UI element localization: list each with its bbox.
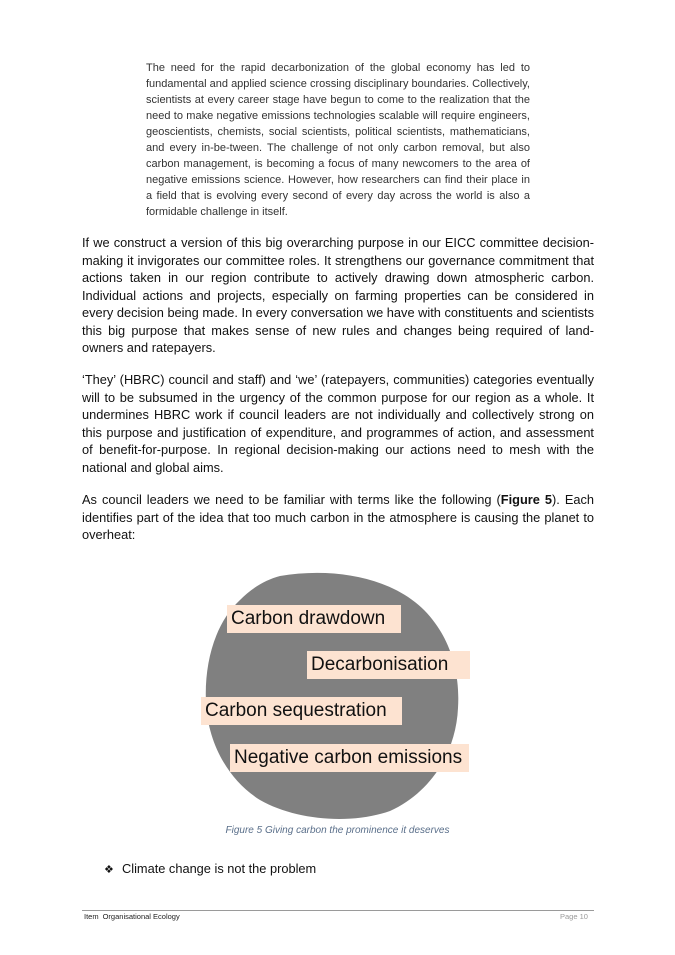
- term-decarbonisation: Decarbonisation: [307, 651, 470, 679]
- figure-caption: Figure 5 Giving carbon the prominence it deserves: [225, 825, 450, 836]
- paragraph-terms: [82, 491, 594, 544]
- bullet-list-item: [104, 861, 316, 876]
- paragraph-terms-after: ). Each identifies part of the idea that too much carbon in the atmosphere is causing the planet to overheat:: [82, 492, 595, 542]
- footer-page-number: Page 10: [560, 912, 588, 921]
- bullet-text: Climate change is not the problem: [122, 861, 317, 876]
- carbon-terms-figure: [190, 568, 490, 828]
- four-diamond-bullet-icon: ❖: [104, 864, 114, 876]
- footer-divider: [82, 910, 594, 911]
- footer-item-label: Item: [84, 912, 99, 921]
- paragraph-purpose: If we construct a version of this big overarching purpose in our EICC committee decision-making it invigorates our committee roles. It strengthens our governance commitment that actions taken in our region contribute to actively drawing down atmospheric carbon. Individual actions and projects, especially on farming properties can be considered in every decision being made. In every conversation we have with constituents and scientists this big purpose that makes sense of new rules and changes being required of land-owners and ratepayers.: [82, 235, 594, 355]
- quoted-text: The need for the rapid decarbonization of the global economy has led to fundamental and applied science crossing disciplinary boundaries. Collectively, scientists at every career stage have begun to come to the realization that the need to make negative emissions technologies scalable will require engineers, geoscientists, chemists, social scientists, political scientists, mathematicians, and every in-be-tween. The challenge of not only carbon removal, but also carbon management, is becoming a focus of many newcomers to the area of negative emissions science. However, how researchers can find their place in a field that is evolving every second of every day across the world is also a formidable challenge in itself.: [146, 62, 530, 218]
- paragraph-they-we: ‘They’ (HBRC) council and staff) and ‘we’ (ratepayers, communities) categories eventually will to be subsumed in the urgency of the common purpose for our region as a whole. It undermines HBRC work if council leaders are not individually and collectively strong on this purpose and justification of expenditure, and programmes of action, and assessment of benefit-for-purpose. In regional decision-making our actions need to mesh with the national and global aims.: [82, 372, 594, 475]
- footer-item: [84, 912, 180, 921]
- term-carbon-sequestration: Carbon sequestration: [201, 697, 402, 725]
- paragraph-terms-before: As council leaders we need to be familiar with terms like the following (: [82, 492, 501, 507]
- figure-reference: Figure 5: [500, 492, 552, 507]
- term-carbon-drawdown: Carbon drawdown: [227, 605, 401, 633]
- term-negative-carbon-emissions: Negative carbon emissions: [230, 744, 469, 772]
- footer-item-title: Organisational Ecology: [102, 912, 180, 921]
